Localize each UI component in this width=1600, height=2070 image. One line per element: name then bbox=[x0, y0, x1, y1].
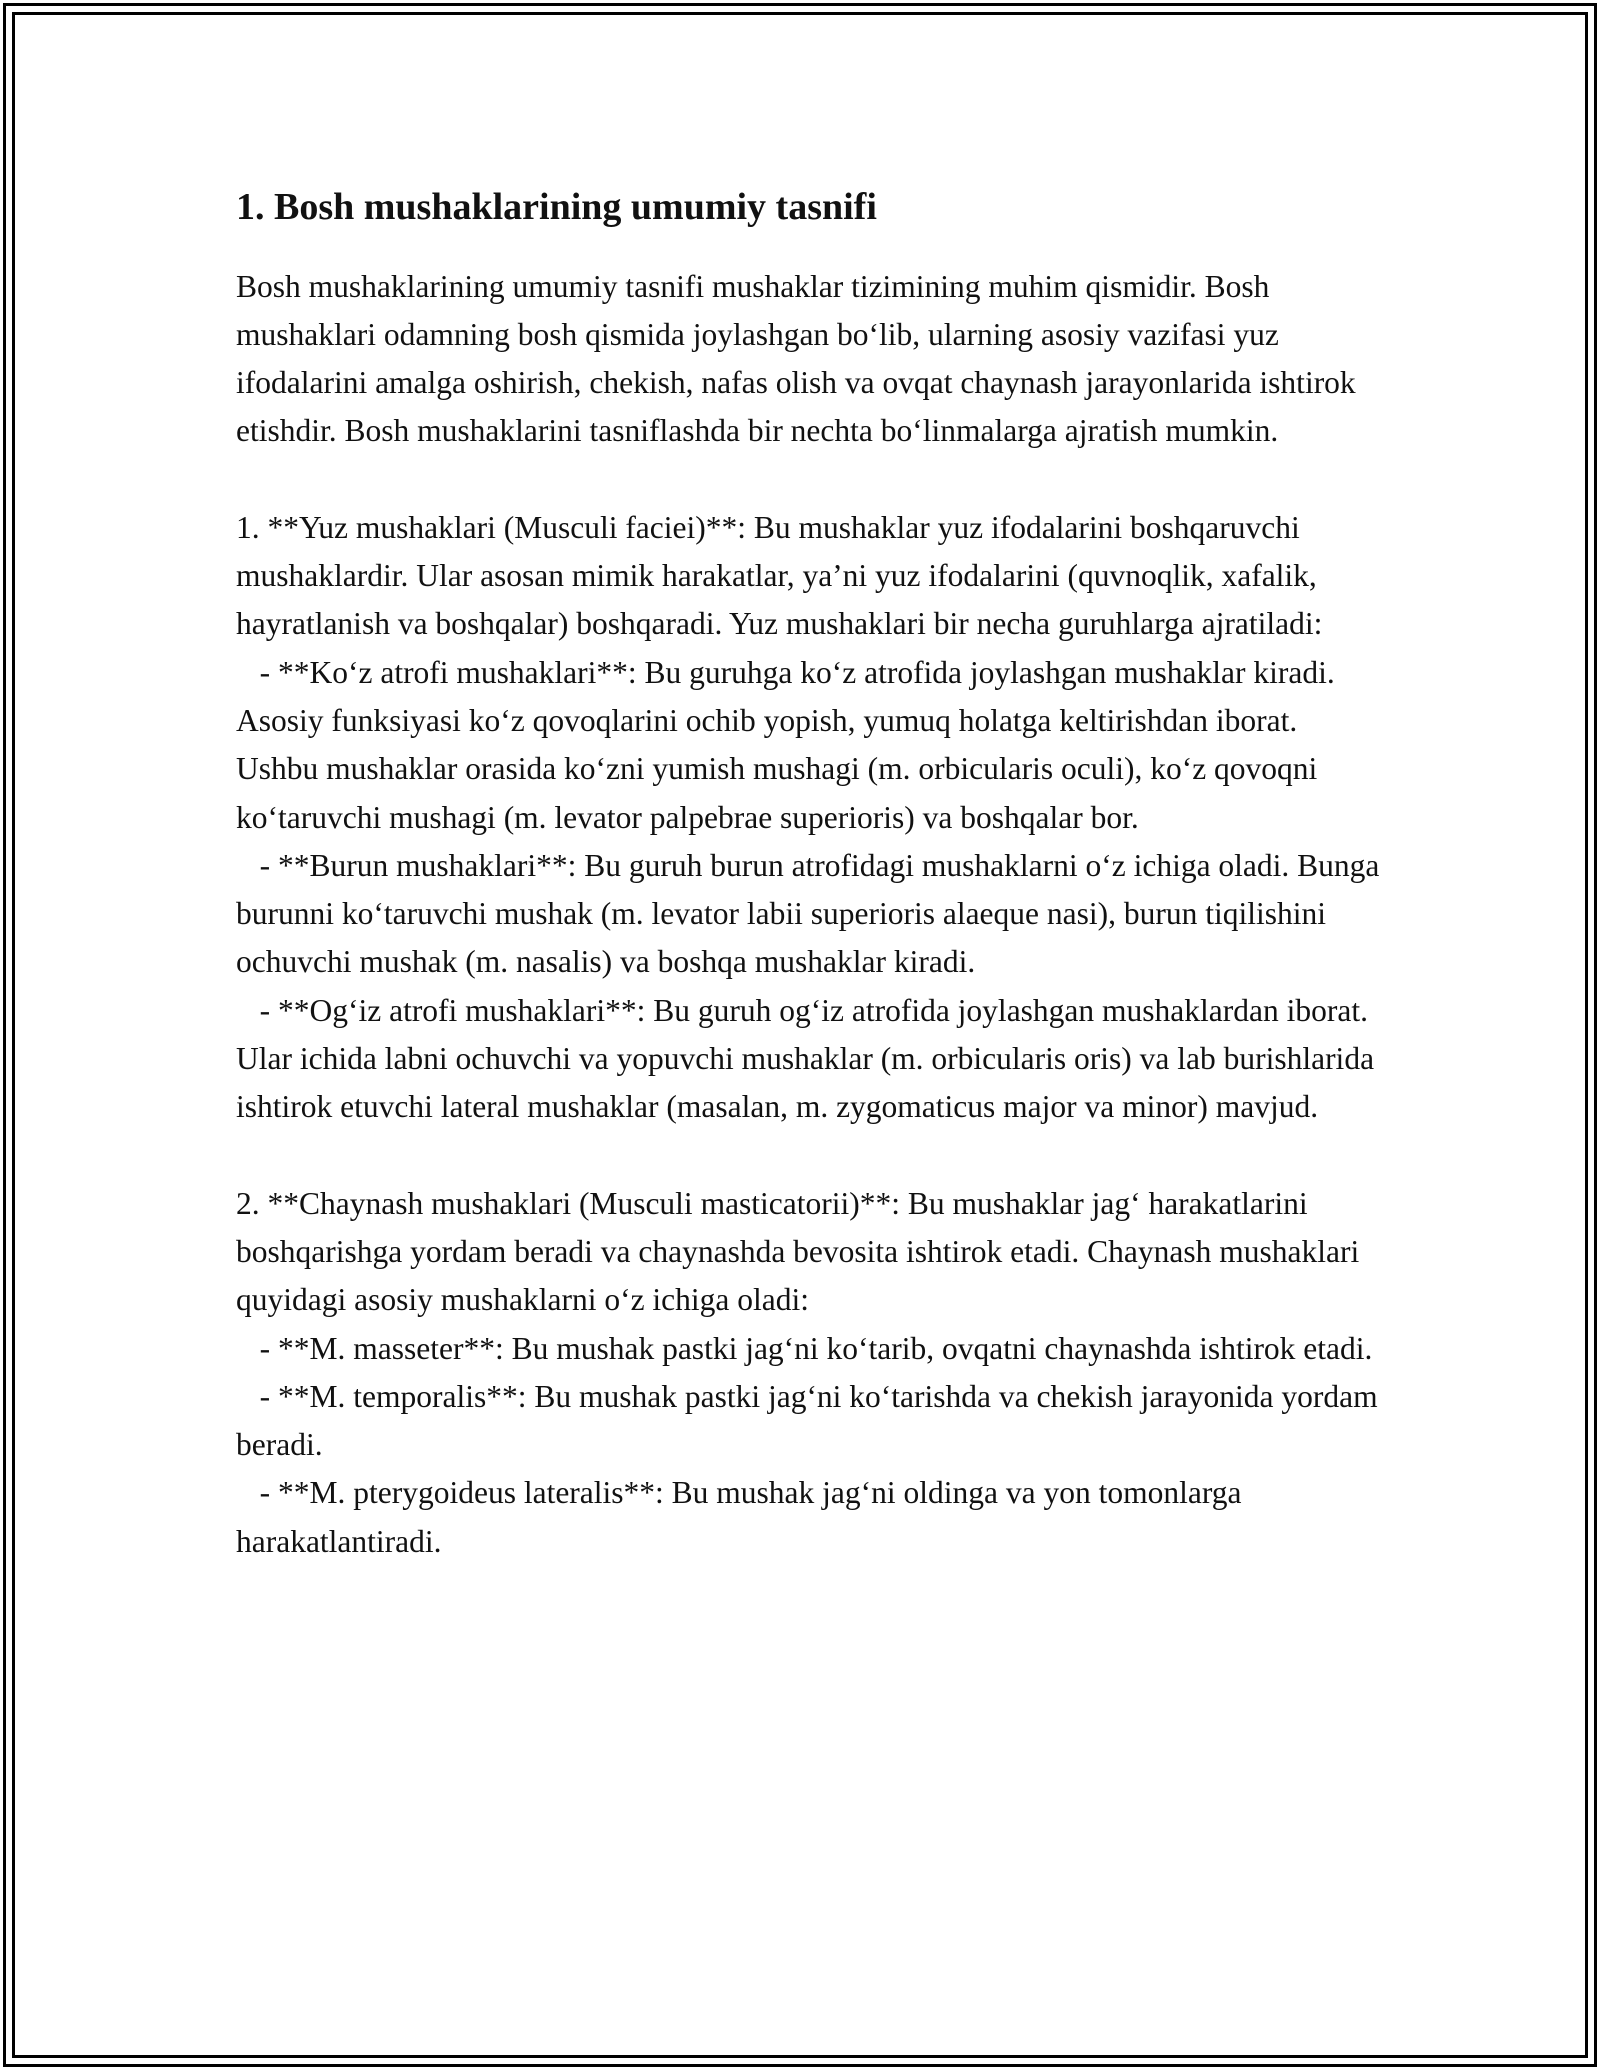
list-item-mouth-muscles: - **Og‘iz atrofi mushaklari**: Bu guruh og‘iz atrofida joylashgan mushaklardan iborat. Ular ichida labni ochuvchi va yopuvchi mushaklar (m. orbicularis oris) va lab burishlarida ishtirok etuvchi lateral mushaklar (masalan, m. zygomaticus major va minor) mavjud. bbox=[236, 992, 1382, 1125]
list-item-nose-muscles: - **Burun mushaklari**: Bu guruh burun atrofidagi mushaklarni o‘z ichiga oladi. Bunga burunni ko‘taruvchi mushak (m. levator labii superioris alaeque nasi), burun tiqilishini ochuvchi mushak (m. nasalis) va boshqa mushaklar kiradi. bbox=[236, 847, 1388, 980]
list-item-eye-muscles: - **Ko‘z atrofi mushaklari**: Bu guruhga ko‘z atrofida joylashgan mushaklar kiradi. Asosiy funksiyasi ko‘z qovoqlarini ochib yopish, yumuq holatga keltirishdan iborat. Ushbu mushaklar orasida ko‘zni yumish mushagi (m. orbicularis oculi), ko‘z qovoqni ko‘taruvchi mushagi (m. levator palpebrae superioris) va boshqalar bor. bbox=[236, 654, 1341, 835]
paragraph-spacer bbox=[236, 456, 1386, 504]
list-item-temporalis: - **M. temporalis**: Bu mushak pastki jag‘ni ko‘tarishda va chekish jarayonida yordam beradi. bbox=[236, 1378, 1386, 1463]
section-heading: 1. Bosh mushaklarining umumiy tasnifi bbox=[236, 186, 877, 228]
facial-muscles-intro: 1. **Yuz mushaklari (Musculi faciei)**: Bu mushaklar yuz ifodalarini boshqaruvchi mushaklardir. Ular asosan mimik harakatlar, ya’ni yuz ifodalarini (quvnoqlik, xafalik, hayratlanish va boshqalar) boshqaradi. Yuz mushaklari bir necha guruhlarga ajratiladi: bbox=[236, 509, 1325, 642]
facial-muscles-section bbox=[236, 504, 1386, 1132]
list-item-masseter: - **M. masseter**: Bu mushak pastki jag‘ni ko‘tarib, ovqatni chaynashda ishtirok etadi. bbox=[236, 1330, 1373, 1366]
masticatory-muscles-intro: 2. **Chaynash mushaklari (Musculi masticatorii)**: Bu mushaklar jag‘ harakatlarini boshqarishga yordam beradi va chaynashda bevosita ishtirok etadi. Chaynash mushaklari quyidagi asosiy mushaklarni o‘z ichiga oladi: bbox=[236, 1185, 1368, 1318]
paragraph-spacer bbox=[236, 1132, 1386, 1180]
list-item-pterygoideus: - **M. pterygoideus lateralis**: Bu mushak jag‘ni oldinga va yon tomonlarga harakatlantiradi. bbox=[236, 1475, 1250, 1559]
intro-paragraph: Bosh mushaklarining umumiy tasnifi mushaklar tizimining muhim qismidir. Bosh mushaklari odamning bosh qismida joylashgan bo‘lib, ularning asosiy vazifasi yuz ifodalarini amalga oshirish, chekish, nafas olish va ovqat chaynash jarayonlarida ishtirok etishdir. Bosh mushaklarini tasniflashda bir nechta bo‘linmalarga ajratish mumkin. bbox=[236, 268, 1364, 449]
document-body bbox=[236, 185, 1386, 1566]
masticatory-muscles-section bbox=[236, 1180, 1386, 1566]
